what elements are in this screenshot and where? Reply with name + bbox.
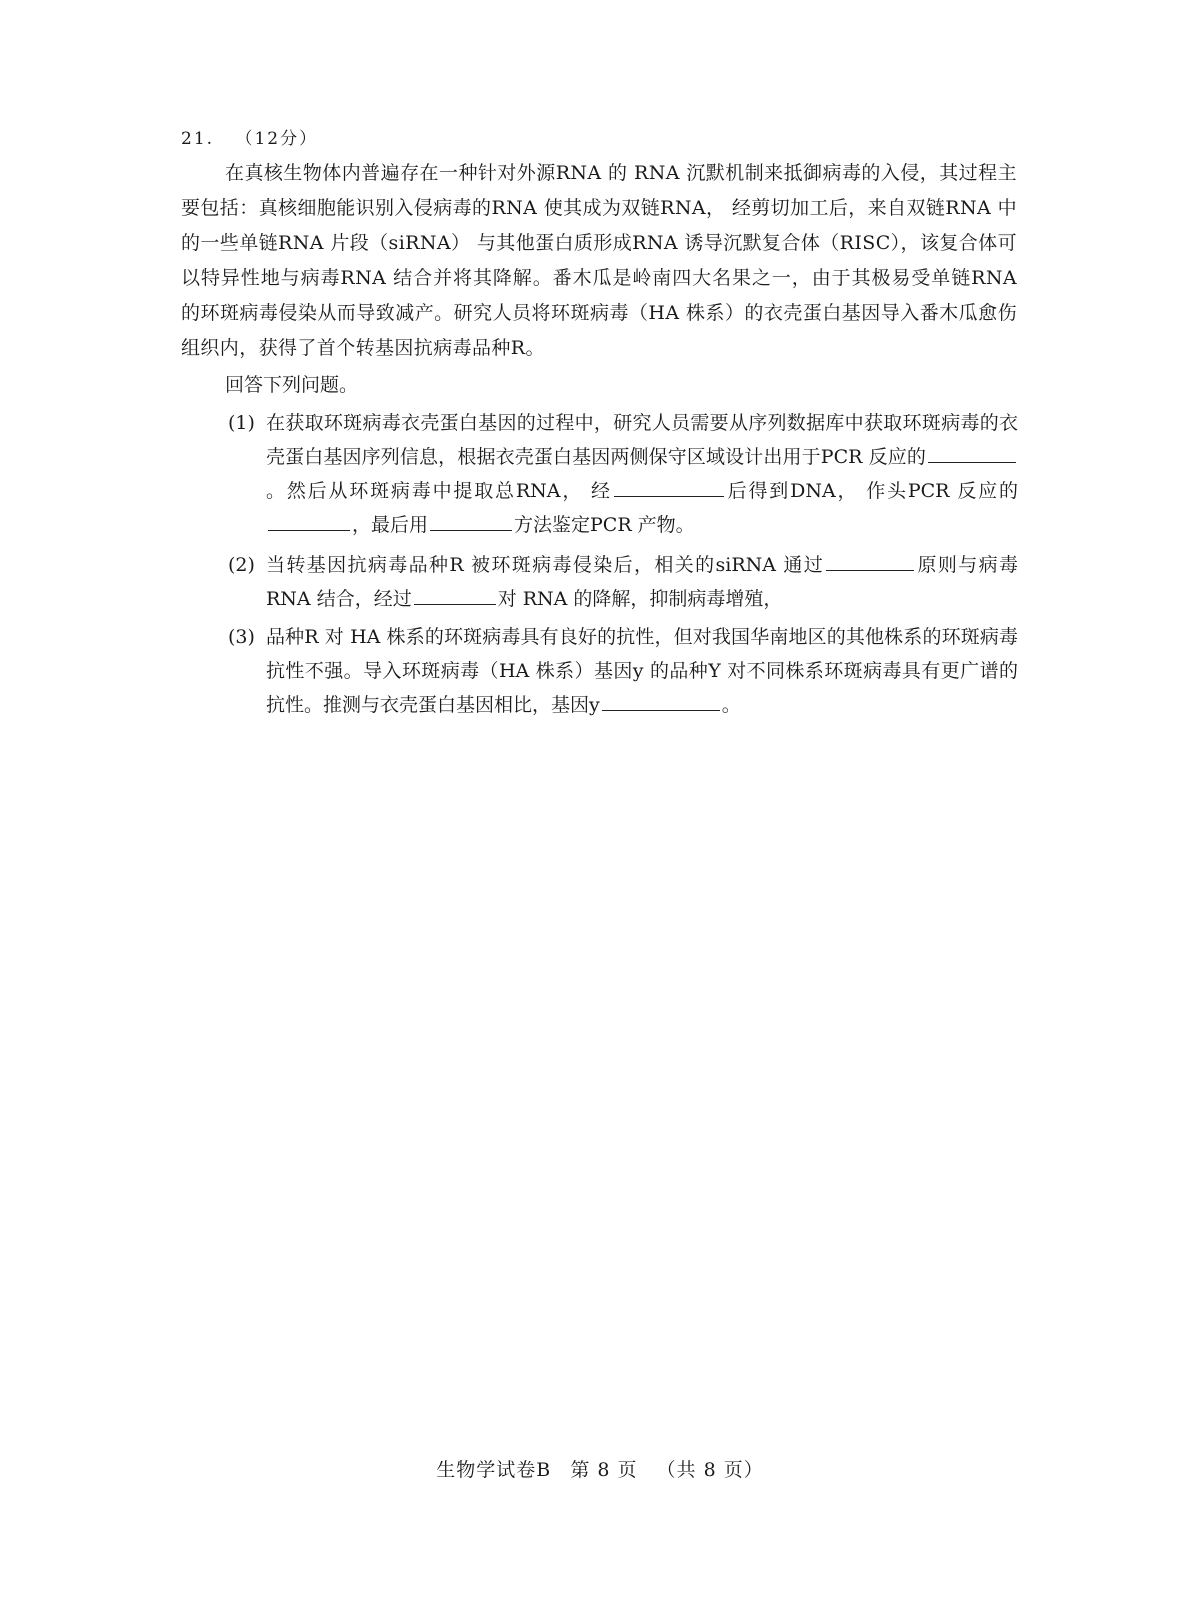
sub-question-1-tag: (1) (228, 412, 255, 434)
sub1-text-a: 在获取环斑病毒衣壳蛋白基因的过程中，研究人员需要从序列数据库中获取环斑病毒的衣壳蛋白基因序列信息，根据衣壳蛋白基因两侧保守区域设计出用于PCR 反应的 (266, 412, 1018, 468)
sub1-text-e: 方法鉴定PCR 产物。 (514, 514, 695, 536)
sub2-text-b: 原则与病毒 RNA 结合，经过 (266, 554, 1018, 610)
answer-blank-4[interactable] (430, 508, 512, 531)
footer-subject: 生物学试卷B (436, 1459, 552, 1481)
sub-question-1-body (228, 406, 1018, 542)
sub-question-1 (228, 406, 1018, 542)
footer-page-number: 第 8 页 (570, 1459, 638, 1481)
answer-blank-5[interactable] (826, 548, 914, 571)
sub3-text-b: 。 (721, 694, 741, 716)
question-header (181, 124, 318, 149)
answer-blank-2[interactable] (614, 474, 724, 497)
sub1-text-c: 后得到DNA， 作头PCR 反应的 (725, 480, 1018, 502)
answer-blank-7[interactable] (602, 688, 720, 711)
sub3-text-a: 品种R 对 HA 株系的环斑病毒具有良好的抗性，但对我国华南地区的其他株系的环斑病毒抗性不强。导入环斑病毒（HA 株系）基因y 的品种Y 对不同株系环斑病毒具有更广谱的抗性。推测与衣壳蛋白基因相比，基因y (266, 626, 1018, 716)
sub-question-2-tag: (2) (228, 554, 255, 576)
sub1-text-d: ，最后用 (352, 514, 429, 536)
page-footer (0, 1455, 1200, 1482)
footer-page-total: （共 8 页） (656, 1459, 764, 1481)
question-prompt: 回答下列问题。 (225, 374, 359, 396)
sub-question-2-body (228, 548, 1018, 616)
question-stem: 在真核生物体内普遍存在一种针对外源RNA 的 RNA 沉默机制来抵御病毒的入侵，其过程主要包括：真核细胞能识别入侵病毒的RNA 使其成为双链RNA， 经剪切加工后，来自双链RNA 中的一些单链RNA 片段（siRNA） 与其他蛋白质形成RNA 诱导沉默复合体（RISC），该复合体可以特异性地与病毒RNA 结合并将其降解。番木瓜是岭南四大名果之一，由于其极易受单链RNA 的环斑病毒侵染从而导致减产。研究人员将环斑病毒（HA 株系）的衣壳蛋白基因导入番木瓜愈伤组织内，获得了首个转基因抗病毒品种R。 (181, 162, 1017, 359)
sub-question-3-body (228, 620, 1018, 722)
question-number: 21. (181, 129, 215, 149)
answer-blank-1[interactable] (928, 440, 1016, 463)
answer-blank-6[interactable] (414, 582, 496, 605)
sub-question-3 (228, 620, 1018, 722)
sub2-text-c: 对 RNA 的降解，抑制病毒增殖， (497, 588, 783, 610)
question-points: （12分） (235, 129, 319, 149)
sub2-text-a: 当转基因抗病毒品种R 被环斑病毒侵染后，相关的siRNA 通过 (266, 554, 825, 576)
answer-blank-3[interactable] (268, 508, 350, 531)
sub-question-2 (228, 548, 1018, 616)
sub-question-3-tag: (3) (228, 626, 255, 648)
sub1-text-b: 。然后从环斑病毒中提取总RNA， 经 (266, 480, 612, 502)
